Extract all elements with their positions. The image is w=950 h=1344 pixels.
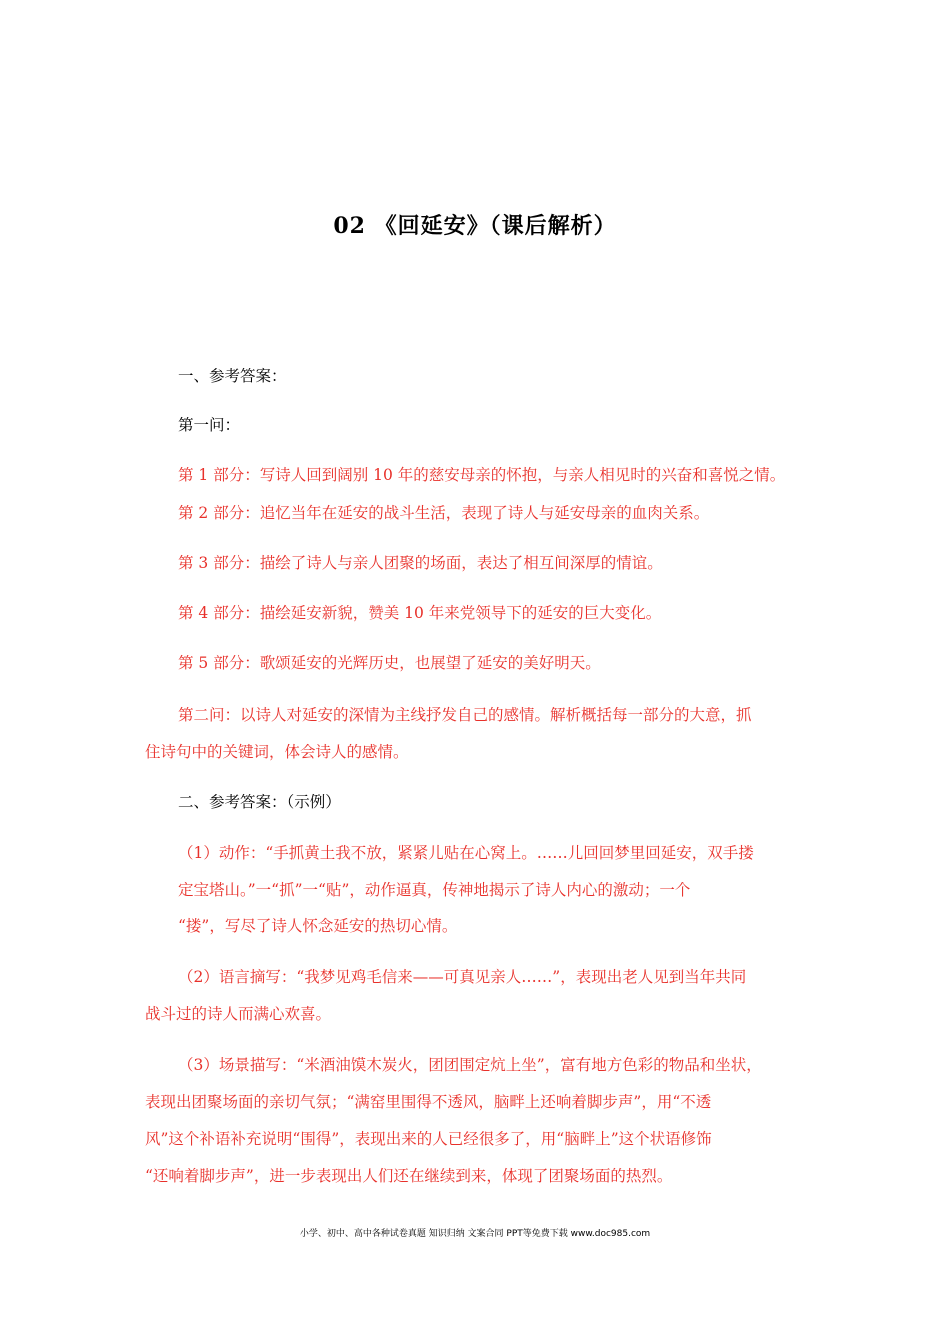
example1-line-1: （1）动作：“手抓黄土我不放，紧紧儿贴在心窝上。……儿回回梦里回延安，双手搂 [178, 844, 754, 862]
page-title: 02 《回延安》（课后解析） [333, 213, 617, 239]
section2-heading: 二、参考答案：（示例） [178, 793, 341, 811]
answer-part-3: 第 3 部分：描绘了诗人与亲人团聚的场面，表达了相互间深厚的情谊。 [178, 554, 663, 572]
answer-part-2: 第 2 部分：追忆当年在延安的战斗生活，表现了诗人与延安母亲的血肉关系。 [178, 504, 710, 522]
example3-line-4: “还响着脚步声”，进一步表现出人们还在继续到来，体现了团聚场面的热烈。 [145, 1167, 673, 1185]
example2-line-2: 战斗过的诗人而满心欢喜。 [145, 1005, 332, 1023]
section1-heading: 一、参考答案： [178, 367, 287, 385]
answer-part-5: 第 5 部分：歌颂延安的光辉历史，也展望了延安的美好明天。 [178, 654, 601, 672]
example1-line-3: “搂”，写尽了诗人怀念延安的热切心情。 [178, 917, 458, 935]
example1-line-2: 定宝塔山。”一“抓”一“贴”，动作逼真，传神地揭示了诗人内心的激动；一个 [178, 881, 691, 899]
question2-line-2: 住诗句中的关键词，体会诗人的感情。 [145, 743, 409, 761]
example3-line-2: 表现出团聚场面的亲切气氛；“满窑里围得不透风，脑畔上还响着脚步声”，用“不透 [145, 1093, 712, 1111]
question2-line-1: 第二问：以诗人对延安的深情为主线抒发自己的感情。解析概括每一部分的大意，抓 [178, 706, 752, 724]
footer-banner: 小学、初中、高中各种试卷真题 知识归纳 文案合同 PPT等免费下载 www.doc985.com [299, 1229, 651, 1239]
example3-line-3: 风”这个补语补充说明“围得”，表现出来的人已经很多了，用“脑畔上”这个状语修饰 [145, 1130, 712, 1148]
example3-line-1: （3）场景描写：“米酒油馍木炭火，团团围定炕上坐”，富有地方色彩的物品和坐状， [178, 1056, 762, 1074]
answer-part-4: 第 4 部分：描绘延安新貌，赞美 10 年来党领导下的延安的巨大变化。 [178, 604, 662, 622]
question1-label: 第一问： [178, 416, 241, 434]
example2-line-1: （2）语言摘写：“我梦见鸡毛信来——可真见亲人……”，表现出老人见到当年共同 [178, 968, 747, 986]
answer-part-1: 第 1 部分：写诗人回到阔别 10 年的慈安母亲的怀抱，与亲人相见时的兴奋和喜悦之情。 [178, 466, 786, 484]
